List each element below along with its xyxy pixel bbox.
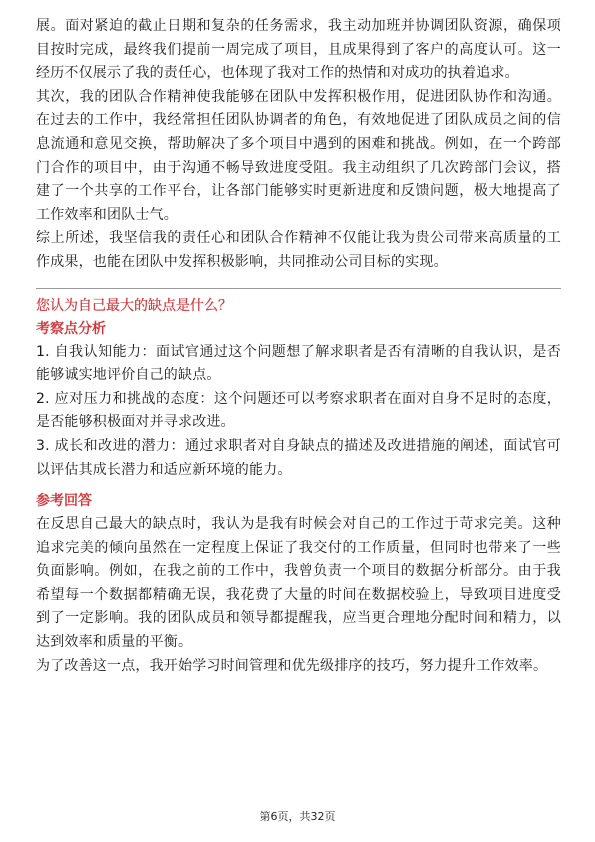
analysis-point-2: 2. 应对压力和挑战的态度：这个问题还可以考察求职者在面对自身不足时的态度，是否能够积极面对并寻求改进。 xyxy=(36,390,561,431)
section-divider xyxy=(36,288,561,289)
page-footer: 第6页，共32页 xyxy=(259,810,336,823)
intro-paragraph-1: 展。面对紧迫的截止日期和复杂的任务需求，我主动加班并协调团队资源，确保项目按时完成，最终我们提前一周完成了项目，且成果得到了客户的高度认可。这一经历不仅展示了我的责任心，也体现了我对工作的热情和对成功的执着追求。 xyxy=(36,18,561,82)
intro-paragraph-2: 其次，我的团队合作精神使我能够在团队中发挥积极作用，促进团队协作和沟通。在过去的工作中，我经常担任团队协调者的角色，有效地促进了团队成员之间的信息流通和意见交换，帮助解决了多个项目中遇到的困难和挑战。例如，在一个跨部门合作的项目中，由于沟通不畅导致进度受阻。我主动组织了几次跨部门会议，搭建了一个共享的工作平台，让各部门能够实时更新进度和反馈问题，极大地提高了工作效率和团队士气。 xyxy=(36,88,561,223)
question-title: 您认为自己最大的缺点是什么？ xyxy=(36,297,232,314)
document-page xyxy=(36,15,561,678)
intro-paragraph-3: 综上所述，我坚信我的责任心和团队合作精神不仅能让我为贵公司带来高质量的工作成果，也能在团队中发挥积极影响，共同推动公司目标的实现。 xyxy=(36,230,561,270)
answer-paragraph-1: 在反思自己最大的缺点时，我认为是我有时候会对自己的工作过于苛求完美。这种追求完美的倾向虽然在一定程度上保证了我交付的工作质量，但同时也带来了一些负面影响。例如，在我之前的工作中，我曾负责一个项目的数据分析部分。由于我希望每一个数据都精确无误，我花费了大量的时间在数据校验上，导致项目进度受到了一定影响。我的团队成员和领导都提醒我，应当更合理地分配时间和精力，以达到效率和质量的平衡。 xyxy=(36,516,561,651)
answer-heading: 参考回答 xyxy=(36,493,92,510)
answer-paragraph-2: 为了改善这一点，我开始学习时间管理和优先级排序的技巧，努力提升工作效率。 xyxy=(36,657,548,674)
spacer xyxy=(36,482,561,490)
analysis-point-3: 3. 成长和改进的潜力：通过求职者对自身缺点的描述及改进措施的阐述，面试官可以评估其成长潜力和适应新环境的能力。 xyxy=(36,437,561,478)
analysis-point-1: 1. 自我认知能力：面试官通过这个问题想了解求职者是否有清晰的自我认识，是否能够诚实地评价自己的缺点。 xyxy=(36,343,561,384)
analysis-heading: 考察点分析 xyxy=(36,320,106,337)
